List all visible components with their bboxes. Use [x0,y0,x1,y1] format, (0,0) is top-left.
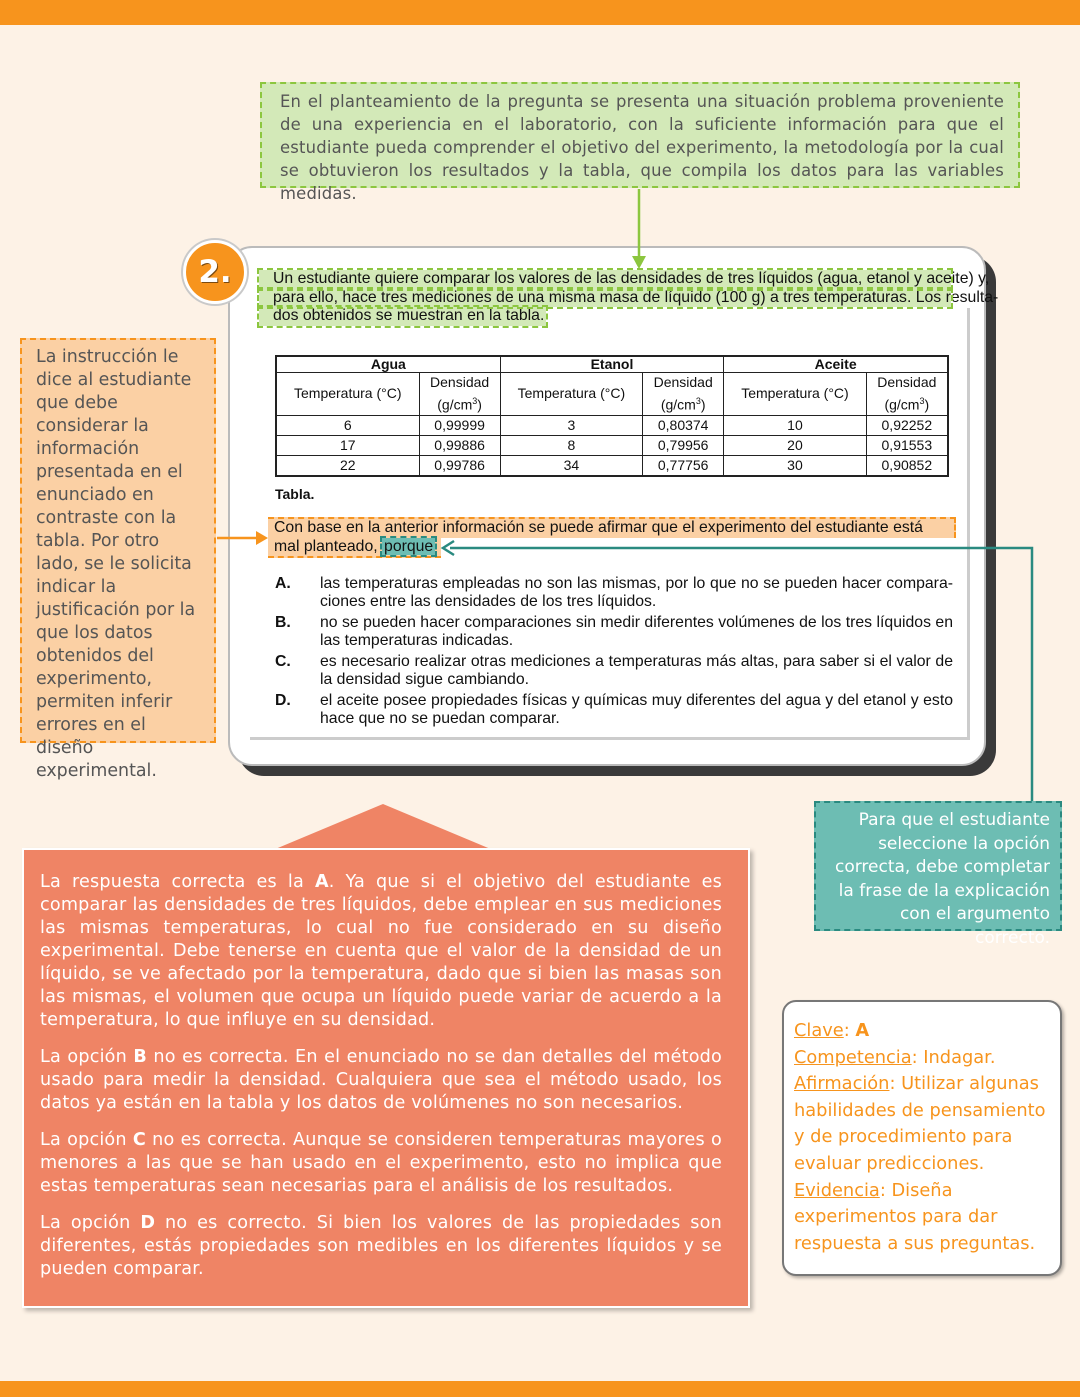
answer-tab [273,804,493,850]
answer-paragraph-a: La respuesta correcta es la A. Ya que si el objetivo del estudiante es comparar las densidades de tres líquidos, debe emplear en sus mediciones las mismas temperaturas, lo cual no fue considerado en su diseño experimental. Debe tenerse en cuenta que el valor de la densidad de un líquido, se ve afectado por la temperatura, dado que si bien las masas son las mismas, el volumen que ocupa un líquido puede variar de acuerdo a la temperatura, lo que influye en su densidad. [40,872,722,1030]
table-cell: 0,91553 [866,435,948,455]
top-bar [0,0,1080,25]
option-letter: C. [275,653,291,670]
col-header-density: Densidad $(g/cm^3)$ [419,373,500,416]
note-instruction: La instrucción le dice al estudiante que debe considerar la información presentada en el enunciado en contraste con la tabla. Por otro lado, se le solicita indicar la justificación por la que los datos obtenidos del experimento, permiten inferir errores en el diseño experimental. [20,338,216,743]
stem-line-3: dos obtenidos se muestran en la tabla. [259,307,546,326]
table-cell: 30 [724,455,866,476]
option-letter: A. [275,575,291,592]
table-cell: 0,99886 [419,435,500,455]
answer-paragraph-b: La opción B no es correcta. En el enunciado no se dan detalles del método usado para medir la densidad. Cualquiera que sea el método usado, los datos ya están en la tabla y los datos de volúmenes no son necesarios. [40,1047,722,1113]
card-bottom-rule [250,737,970,740]
answer-explanation [40,871,722,1295]
table-cell: 10 [724,415,866,435]
key-afirmacion: Afirmación: Utilizar algunas habilidades de pensamiento y de procedimiento para evaluar predicciones. [794,1073,1046,1174]
note-situation: En el planteamiento de la pregunta se presenta una situación problema proveniente de una experiencia en el laboratorio, con la suficiente información para que el estudiante pueda comprender el objetivo del experimento, la metodología por la cual se obtuvieron los resultados y la tabla, que compila los datos para las variables medidas. [260,82,1020,188]
table-caption: Tabla. [275,486,315,502]
table-row [276,415,948,435]
option-text: el aceite posee propiedades físicas y químicas muy diferentes del agua y del etanol y esto hace que no se puedan comparar. [320,692,953,727]
table-cell: 0,92252 [866,415,948,435]
answer-options [275,575,953,731]
table-cell: 22 [276,455,419,476]
question-number-badge: 2. [183,240,247,304]
question-line-2: mal planteado, porque [268,538,441,559]
table-cell: 0,79956 [643,435,724,455]
option-b[interactable] [275,614,953,649]
bottom-bar [0,1381,1080,1397]
answer-key-box [782,1000,1062,1276]
stem-line-1: Un estudiante quiere comparar los valores de las densidades de tres líquidos (agua, etanol y aceite) y, [259,270,951,289]
table-row [276,455,948,476]
question-stem [259,270,999,332]
option-text: no se pueden hacer comparaciones sin medir diferentes volúmenes de los tres líquidos en las temperaturas indicadas. [320,614,953,649]
option-text: las temperaturas empleadas no son las mismas, por lo que no se pueden hacer compara-ciones entre las densidades de los tres líquidos. [320,575,953,610]
table-cell: 3 [500,415,642,435]
note-completion: Para que el estudiante seleccione la opción correcta, debe completar la frase de la explicación con el argumento correcto. [814,801,1062,931]
table-cell: 17 [276,435,419,455]
question-line-1: Con base en la anterior información se puede afirmar que el experimento del estudiante está [268,517,956,538]
table-cell: 20 [724,435,866,455]
table-cell: 34 [500,455,642,476]
table-cell: 0,99786 [419,455,500,476]
col-header-density: Densidad $(g/cm^3)$ [866,373,948,416]
answer-paragraph-c: La opción C no es correcta. Aunque se consideren temperaturas mayores o menores a las que se han usado en el experimento, esto no implica que estas temperaturas sean necesarias para el análisis de los resultados. [40,1130,722,1196]
table-cell: 6 [276,415,419,435]
col-header-temp: Temperatura (°C) [276,373,419,416]
group-header-water: Agua [276,356,500,373]
group-header-oil: Aceite [724,356,948,373]
group-header-ethanol: Etanol [500,356,724,373]
answer-paragraph-d: La opción D no es correcto. Si bien los valores de las propiedades son diferentes, estás propiedades son medibles en los diferentes líquidos y se pueden comparar. [40,1213,722,1279]
density-table [275,355,949,477]
question-prompt [268,517,956,558]
col-header-density: Densidad $(g/cm^3)$ [643,373,724,416]
stem-line-2: para ello, hace tres mediciones de una misma masa de líquido (100 g) a tres temperaturas. Los resulta- [259,289,951,308]
table-cell: 0,90852 [866,455,948,476]
table-cell: 8 [500,435,642,455]
card-right-rule [967,308,970,740]
table-cell: 0,80374 [643,415,724,435]
option-d[interactable] [275,692,953,727]
keyword-porque: porque [384,537,434,555]
key-evidencia: Evidencia: Diseña experimentos para dar respuesta a sus preguntas. [794,1179,1036,1254]
table-cell: 0,77756 [643,455,724,476]
col-header-temp: Temperatura (°C) [500,373,642,416]
table-cell: 0,99999 [419,415,500,435]
option-text: es necesario realizar otras mediciones a temperaturas más altas, para saber si el valor de la densidad sigue cambiando. [320,653,953,688]
key-competencia: Competencia: Indagar. [794,1046,996,1068]
option-c[interactable] [275,653,953,688]
key-clave: Clave: A [794,1020,870,1041]
option-letter: B. [275,614,291,631]
option-letter: D. [275,692,291,709]
table-row [276,435,948,455]
option-a[interactable] [275,575,953,610]
col-header-temp: Temperatura (°C) [724,373,866,416]
